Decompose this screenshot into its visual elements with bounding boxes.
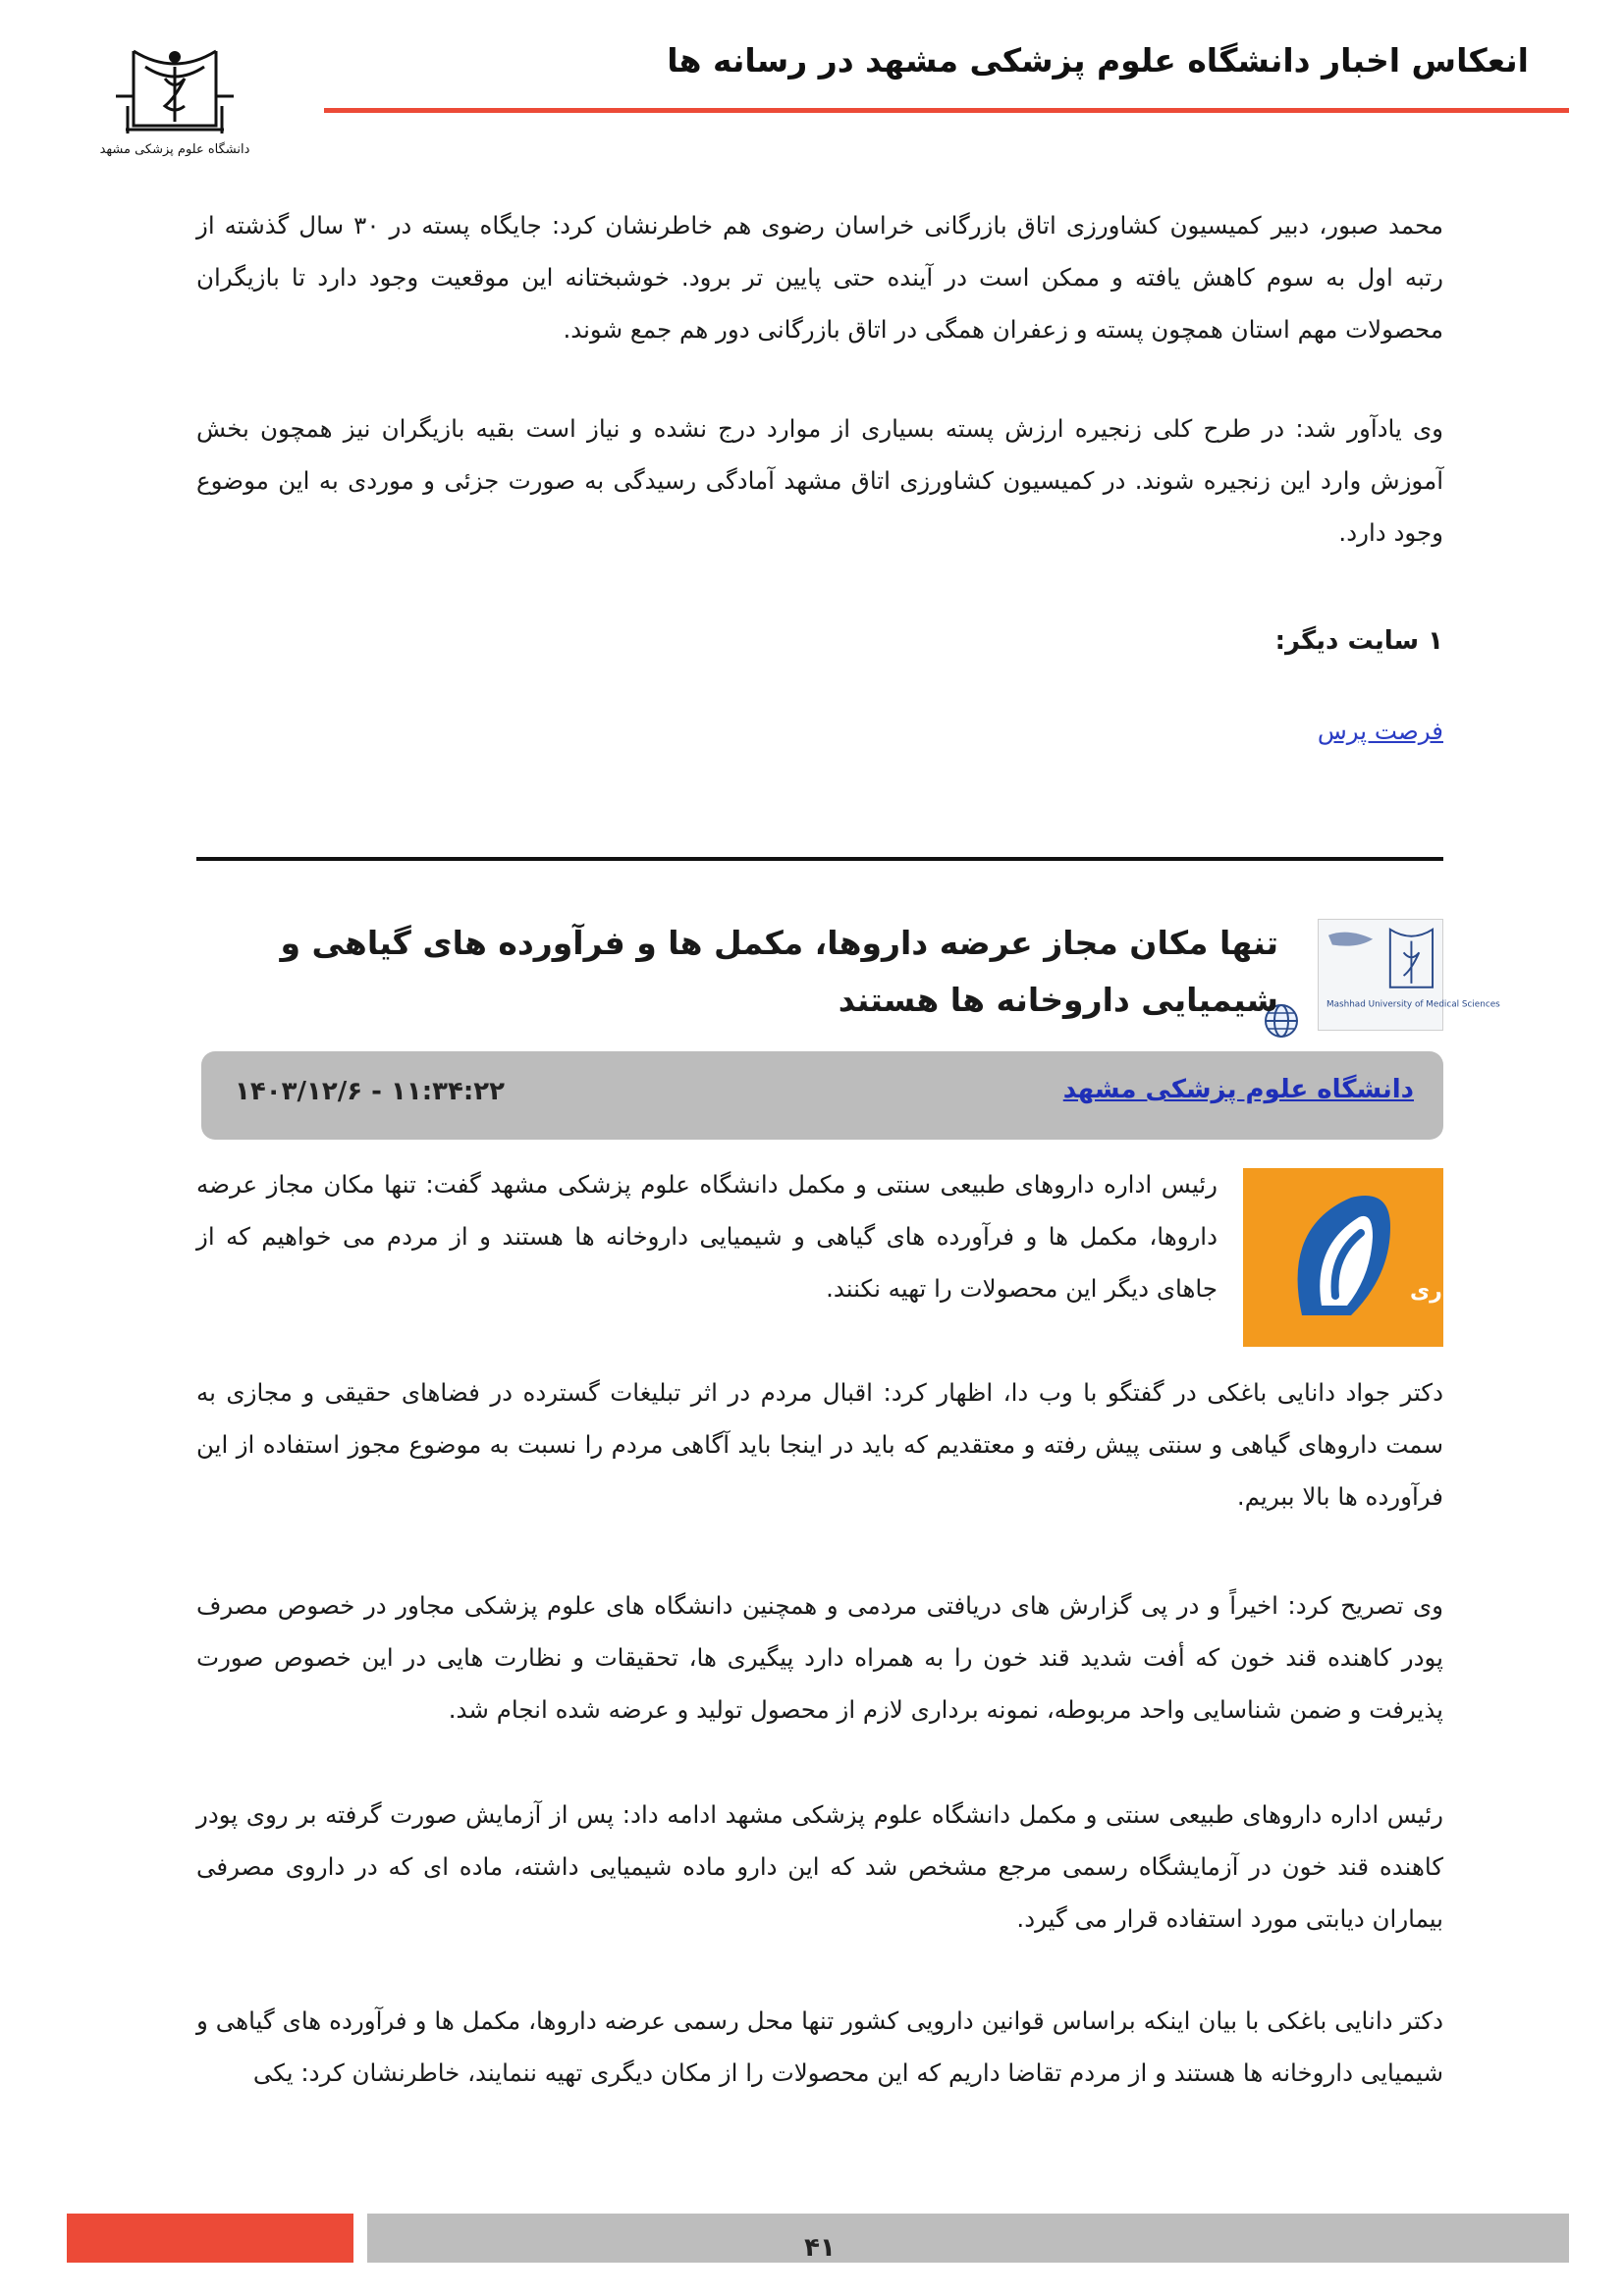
other-sites-label: ۱ سایت دیگر: <box>1274 626 1443 656</box>
paragraph: محمد صبور، دبیر کمیسیون کشاورزی اتاق بازرگانی خراسان رضوی هم خاطرنشان کرد: جایگاه پسته در ۳۰ سال گذشته از رتبه اول به سوم کاهش یافته و ممکن است در آینده حتی پایین تر برود. خوشبختانه این موقعیت وجود دارد تا بازیگران محصولات مهم استان همچون پسته و زعفران همگی در اتاق بازرگانی دور هم جمع شوند. <box>196 211 1443 344</box>
agency-logo-text: خبرگزاری <box>1410 1279 1514 1304</box>
news-agency-logo <box>1243 1168 1514 1347</box>
header-rule <box>324 108 1569 113</box>
article-source-link[interactable]: دانشگاه علوم پزشکی مشهد <box>1062 1075 1414 1104</box>
article-divider <box>196 857 1443 861</box>
footer-bar <box>367 2214 1569 2263</box>
document-header-title: انعکاس اخبار دانشگاه علوم پزشکی مشهد در رسانه ها <box>667 41 1529 80</box>
university-logo <box>99 37 250 165</box>
article-meta-bar <box>201 1051 1443 1140</box>
paragraph: وی تصریح کرد: اخیراً و در پی گزارش های دریافتی مردمی و همچنین دانشگاه های علوم پزشکی مجاور در خصوص مصرف پودر کاهنده قند خون که أفت شدید قند خون را به همراه دارد پیگیری ها، تحقیقات و نظارت هایی در این خصوص صورت پذیرفت و ضمن شناسایی واحد مربوطه، نمونه برداری لازم از محصول تولید و عرضه شده انجام شد. <box>196 1591 1443 1724</box>
article-datetime: ۱۴۰۳/۱۲/۶ - ۱۱:۳۴:۲۲ <box>235 1077 505 1106</box>
page-number: ۴۱ <box>804 2233 836 2263</box>
paragraph: دکتر جواد دانایی باغکی در گفتگو با وب دا، اظهار کرد: اقبال مردم در اثر تبلیغات گسترده در فضاهای حقیقی و مجازی به سمت داروهای گیاهی و سنتی پیش رفته و معتقدیم که باید در اینجا باید آگاهی مردم را نسبت به موضوع مجوز استفاده از این فرآورده ها بالا ببریم. <box>196 1378 1443 1511</box>
paragraph: وی یادآور شد: در طرح کلی زنجیره ارزش پسته بسیاری از موارد درج نشده و نیاز است بقیه بازیگران نیز همچون بخش آموزش وارد این زنجیره شوند. در کمیسیون کشاورزی اتاق مشهد آمادگی رسیدگی به صورت جزئی و موردی به این موضوع وجود دارد. <box>196 414 1443 547</box>
article-lead: رئیس اداره داروهای طبیعی سنتی و مکمل دانشگاه علوم پزشکی مشهد گفت: تنها مکان مجاز عرضه داروها، مکمل ها و فرآورده های گیاهی و شیمیایی داروخانه ها هستند و از مردم می خواهیم که از جاهای دیگر این محصولات را تهیه نکنند. <box>196 1170 1218 1303</box>
paragraph: دکتر دانایی باغکی با بیان اینکه براساس قوانین دارویی کشور تنها محل رسمی عرضه داروها، مکمل ها و فرآورده های گیاهی و شیمیایی داروخانه ها هستند و از مردم تقاضا داریم که این محصولات را از مکان دیگری تهیه ننمایند، خاطرنشان کرد: یکی <box>196 2006 1443 2087</box>
paragraph: رئیس اداره داروهای طبیعی سنتی و مکمل دانشگاه علوم پزشکی مشهد ادامه داد: پس از آزمایش صورت گرفته بر روی پودر کاهنده قند خون در آزمایشگاه رسمی مرجع مشخص شد که این دارو ماده شیمیایی داشته، ماده ای که در داروی مصرفی بیماران دیابتی مورد استفاده قرار می گیرد. <box>196 1800 1443 1933</box>
thumbnail-caption: Mashhad University of Medical Sciences <box>1326 999 1500 1010</box>
article-thumbnail <box>1318 919 1500 1031</box>
article-title: تنها مکان مجاز عرضه داروها، مکمل ها و فرآورده های گیاهی و شیمیایی داروخانه ها هستند <box>280 924 1278 1019</box>
other-site-link[interactable]: فرصت پرس <box>1317 717 1443 745</box>
footer-accent-bar <box>67 2214 353 2263</box>
logo-caption: دانشگاه علوم پزشکی مشهد <box>99 142 250 157</box>
